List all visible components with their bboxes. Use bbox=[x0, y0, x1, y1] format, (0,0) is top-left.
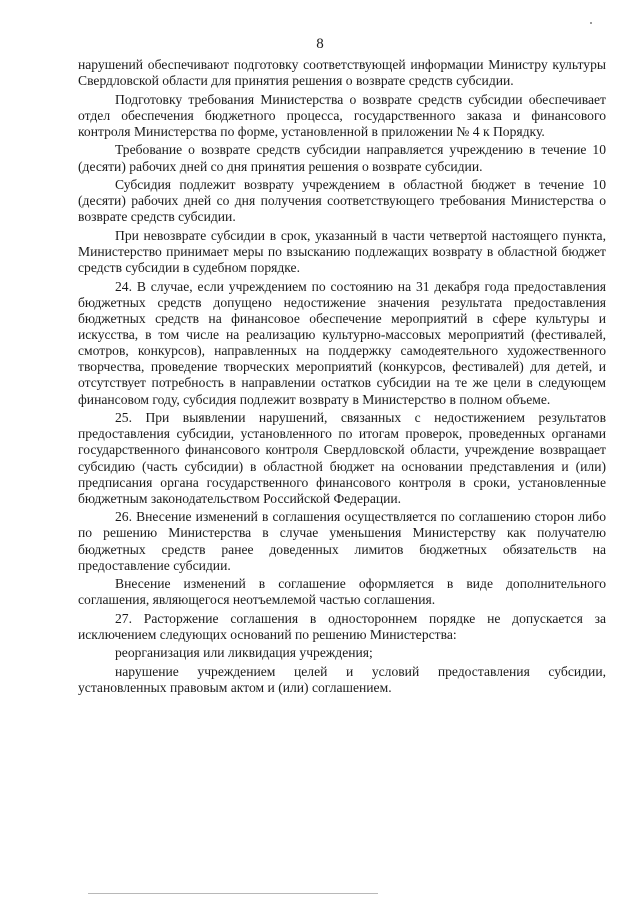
paragraph-item-27: 27. Расторжение соглашения в одностороннем порядке не допускается за исключением следующих оснований по решению Министерства: bbox=[78, 610, 606, 642]
paragraph: Подготовку требования Министерства о возврате средств субсидии обеспечивает отдел обеспечения бюджетного процесса, государственного заказа и финансового контроля Министерства по форме, установленной в приложении № 4 к Порядку. bbox=[78, 91, 606, 139]
paragraph: реорганизация или ликвидация учреждения; bbox=[115, 645, 373, 661]
paragraph: Субсидия подлежит возврату учреждением в областной бюджет в течение 10 (десяти) рабочих дней со дня получения соответствующего требования Министерства о возврате средств субсидии. bbox=[78, 176, 606, 225]
scan-edge-line bbox=[88, 893, 378, 894]
paragraph-item-24: 24. В случае, если учреждением по состоянию на 31 декабря года предоставления бюджетных средств допущено недостижение значения результата предоставления бюджетных средств на финансовое обеспечение мероприятий в сфере культуры и искусства, в том числе на реализацию культурно-массовых мероприятий (фестивалей, смотров, конкурсов), направленных на поддержку самодеятельного художественного творчества, проведение творческих мероприятий (конкурсов, фестивалей) для детей, и отсутствует потребность в направлении остатков субсидии на те же цели в следующем финансовом году, субсидия подлежит возврату в Министерство в полном объеме. bbox=[78, 278, 606, 407]
paragraph-item-26: 26. Внесение изменений в соглашения осуществляется по соглашению сторон либо по решению Министерства в случае уменьшения Министерству как получателю бюджетных средств ранее доведенных лимитов бюджетных обязательств на предоставление субсидии. bbox=[78, 509, 606, 573]
paragraph: Внесение изменений в соглашение оформляется в виде дополнительного соглашения, являющегося неотъемлемой частью соглашения. bbox=[78, 576, 606, 608]
paragraph: нарушение учреждением целей и условий предоставления субсидии, установленных правовым актом и (или) соглашением. bbox=[78, 663, 606, 696]
page-number: 8 bbox=[316, 36, 324, 52]
document-body bbox=[78, 57, 606, 696]
paragraph: Требование о возврате средств субсидии направляется учреждению в течение 10 (десяти) рабочих дней со дня принятия решения о возврате субсидии. bbox=[78, 142, 606, 174]
paragraph-item-25: 25. При выявлении нарушений, связанных с недостижением результатов предоставления субсидии, установленного по итогам проверок, проведенных органами государственного финансового контроля Свердловской области, учреждение возвращает субсидию (часть субсидии) в областной бюджет на основании представления и (или) предписания органа государственного финансового контроля в сроки, установленные бюджетным законодательством Российской Федерации. bbox=[78, 410, 606, 506]
paragraph: При невозврате субсидии в срок, указанный в части четвертой настоящего пункта, Министерство принимает меры по взысканию подлежащих возврату в областной бюджет средств субсидии в судебном порядке. bbox=[78, 227, 606, 276]
scan-mark bbox=[590, 22, 592, 24]
paragraph-continuation: нарушений обеспечивают подготовку соответствующей информации Министру культуры Свердловской области для принятия решения о возврате средств субсидии. bbox=[78, 57, 606, 89]
